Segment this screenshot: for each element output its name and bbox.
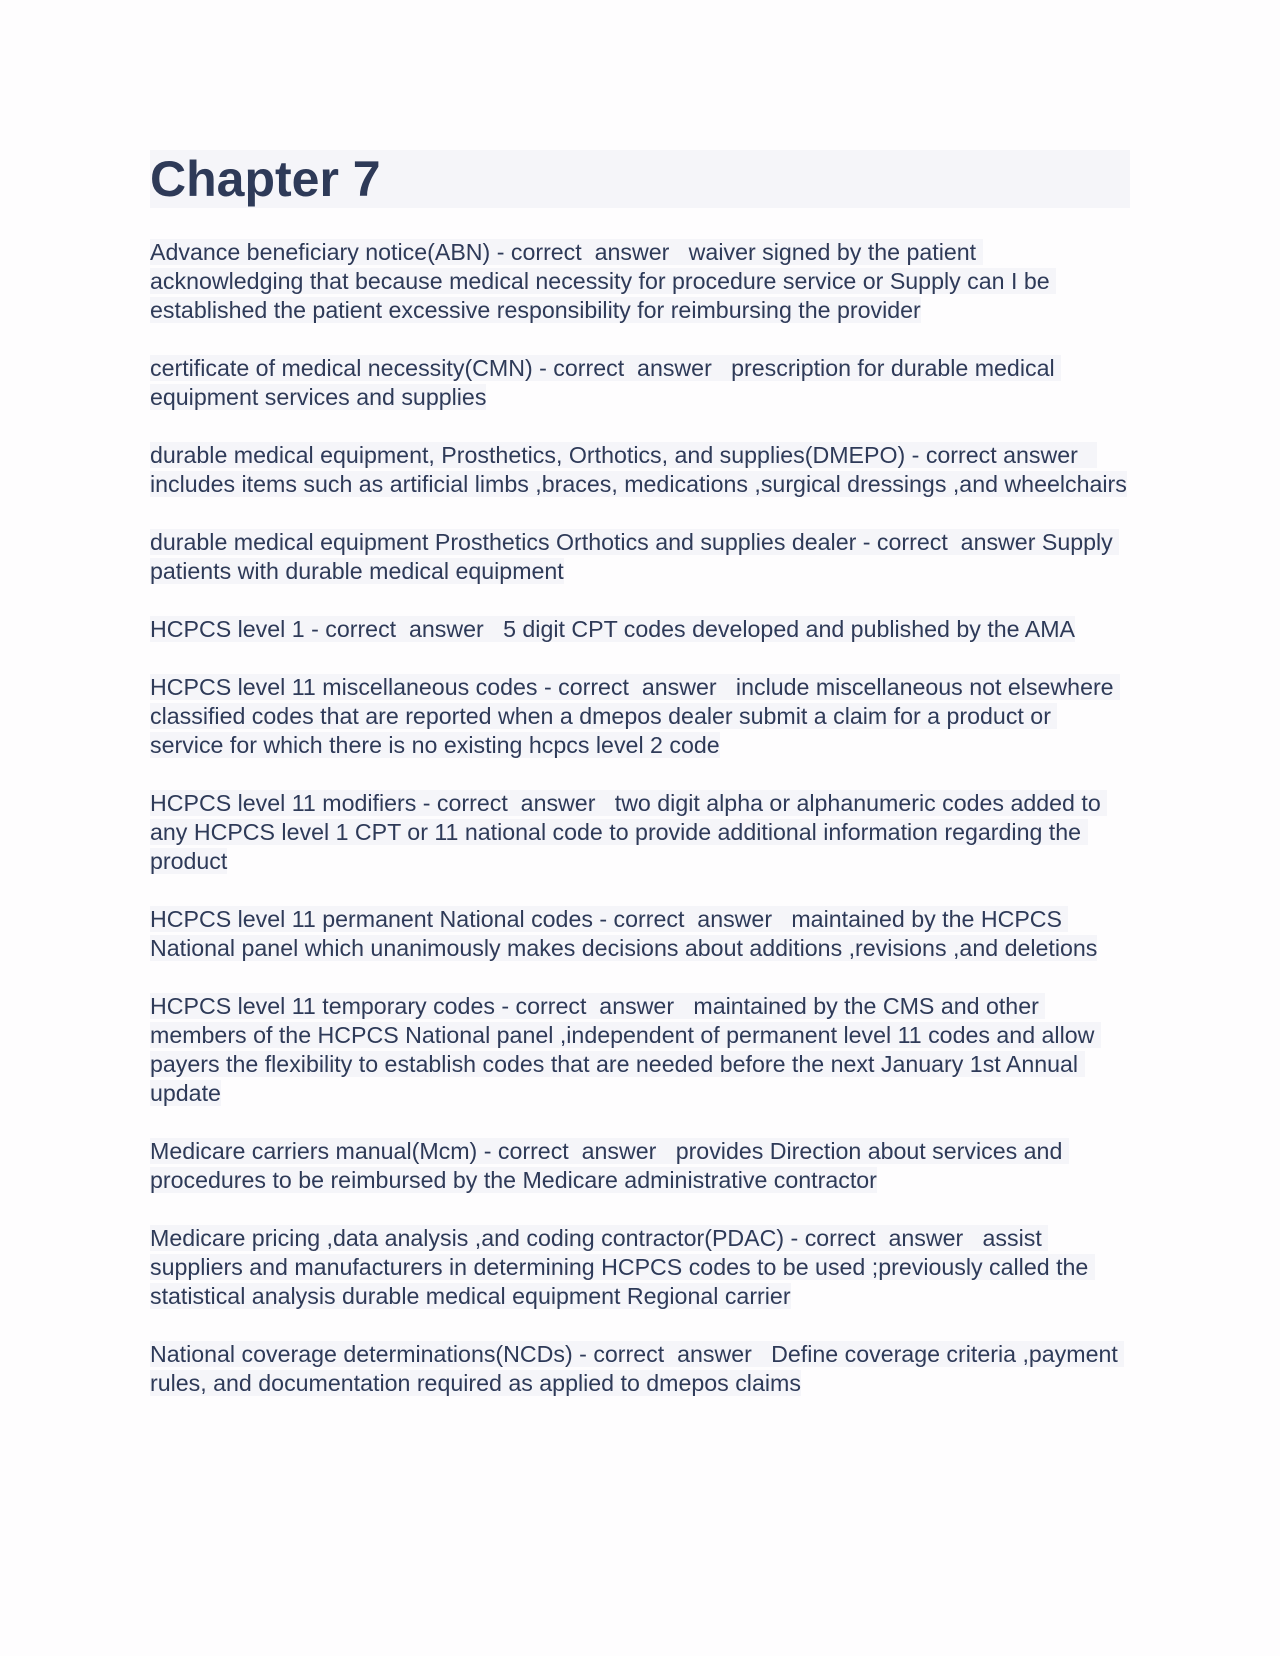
list-item [150,615,1130,644]
list-item [150,238,1130,325]
entry-text: durable medical equipment, Prosthetics, Orthotics, and supplies(DMEPO) - correct answer includes items such as artificial limbs ,braces, medications ,surgical dressings ,and wheelchairs [150,442,1127,497]
entry-text: Medicare pricing ,data analysis ,and coding contractor(PDAC) - correct answer assist suppliers and manufacturers in determining HCPCS codes to be used ;previously called the statistical analysis durable medical equipment Regional carrier [150,1225,1095,1309]
list-item [150,354,1130,412]
entry-text: HCPCS level 11 miscellaneous codes - correct answer include miscellaneous not elsewhere classified codes that are reported when a dmepos dealer submit a claim for a product or service for which there is no existing hcpcs level 2 code [150,674,1121,758]
entry-text: HCPCS level 11 temporary codes - correct answer maintained by the CMS and other members of the HCPCS National panel ,independent of permanent level 11 codes and allow payers the flexibility to establish codes that are needed before the next January 1st Annual update [150,993,1101,1106]
entry-text: Medicare carriers manual(Mcm) - correct answer provides Direction about services and procedures to be reimbursed by the Medicare administrative contractor [150,1138,1069,1193]
entry-text: certificate of medical necessity(CMN) - correct answer prescription for durable medical equipment services and supplies [150,355,1062,410]
list-item [150,992,1130,1108]
list-item [150,1137,1130,1195]
entry-text: National coverage determinations(NCDs) - correct answer Define coverage criteria ,payment rules, and documentation required as applied to dmepos claims [150,1341,1125,1396]
entry-list [150,238,1130,1398]
list-item [150,1224,1130,1311]
list-item [150,673,1130,760]
list-item [150,1340,1130,1398]
entry-text: HCPCS level 1 - correct answer 5 digit CPT codes developed and published by the AMA [150,616,1075,642]
document-page [150,150,1130,1427]
list-item [150,528,1130,586]
entry-text: HCPCS level 11 modifiers - correct answer two digit alpha or alphanumeric codes added to any HCPCS level 1 CPT or 11 national code to provide additional information regarding the product [150,790,1108,874]
list-item [150,905,1130,963]
list-item [150,789,1130,876]
entry-text: HCPCS level 11 permanent National codes - correct answer maintained by the HCPCS National panel which unanimously makes decisions about additions ,revisions ,and deletions [150,906,1098,961]
list-item [150,441,1130,499]
page-title: Chapter 7 [150,150,1130,208]
entry-text: durable medical equipment Prosthetics Orthotics and supplies dealer - correct answer Supply patients with durable medical equipment [150,529,1120,584]
entry-text: Advance beneficiary notice(ABN) - correct answer waiver signed by the patient acknowledging that because medical necessity for procedure service or Supply can I be established the patient excessive responsibility for reimbursing the provider [150,239,1057,323]
